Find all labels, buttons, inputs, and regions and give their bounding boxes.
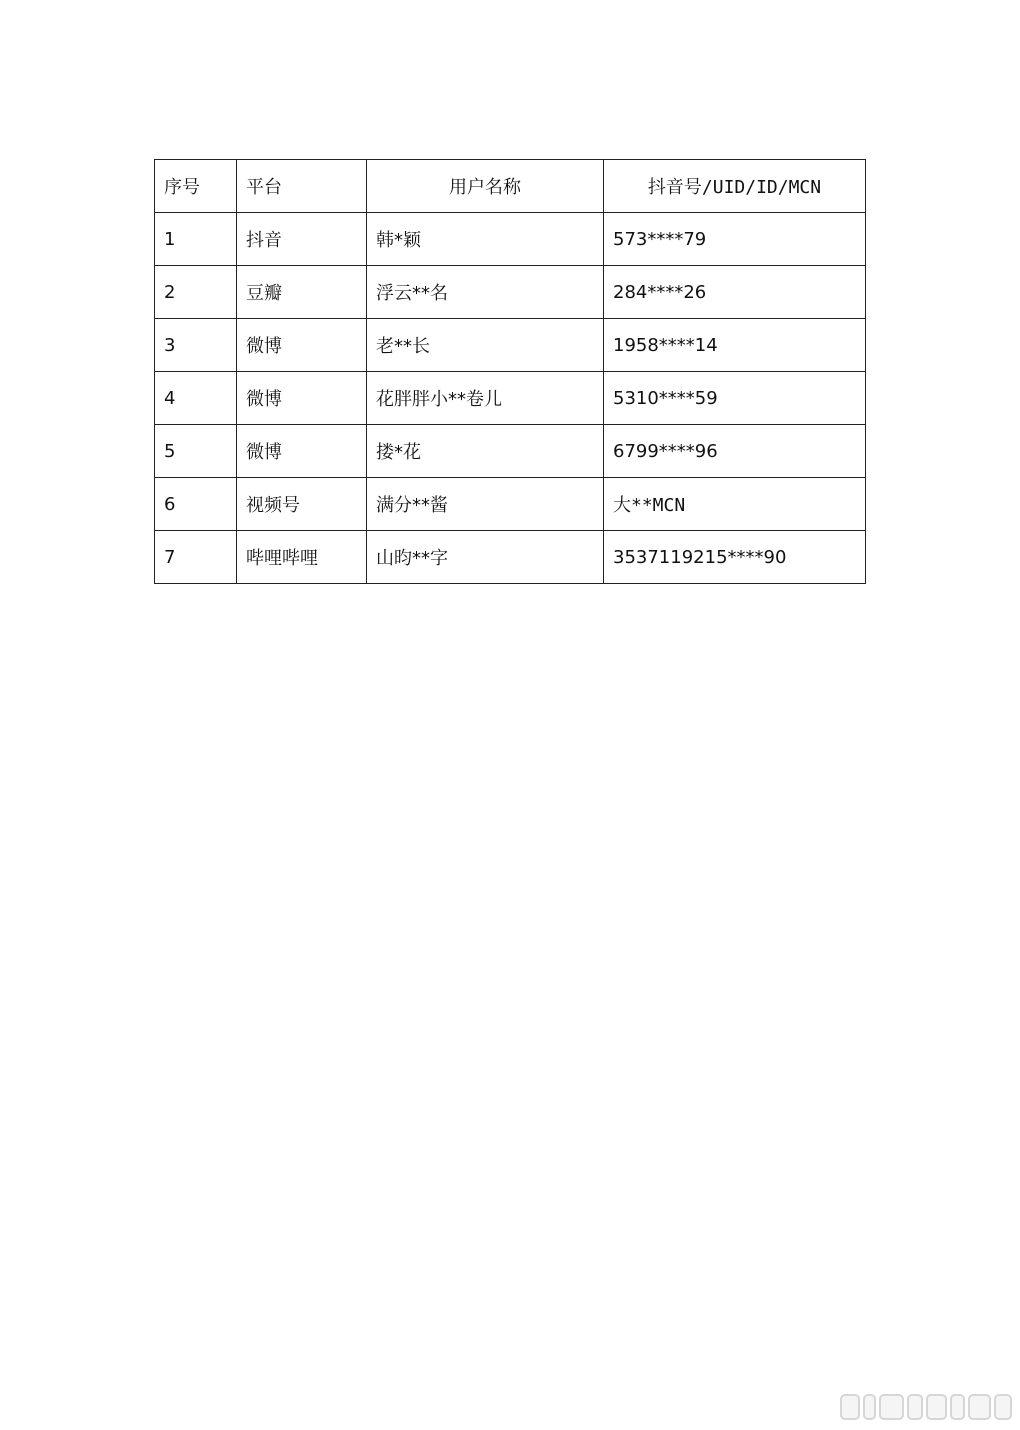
cell-account-id: 284****26 xyxy=(604,266,866,319)
cell-index: 5 xyxy=(155,425,237,478)
header-username: 用户名称 xyxy=(367,160,604,213)
cell-username: 花胖胖小**卷儿 xyxy=(367,372,604,425)
cell-platform: 微博 xyxy=(237,372,367,425)
cell-account-id: 3537119215****90 xyxy=(604,531,866,584)
table-row xyxy=(155,372,866,425)
table-row xyxy=(155,319,866,372)
cell-account-id: 5310****59 xyxy=(604,372,866,425)
table-row xyxy=(155,425,866,478)
platform-logo-watermark-icon xyxy=(840,1392,1012,1422)
header-index: 序号 xyxy=(155,160,237,213)
cell-platform: 微博 xyxy=(237,425,367,478)
cell-platform: 抖音 xyxy=(237,213,367,266)
table-row xyxy=(155,213,866,266)
cell-username: 搂*花 xyxy=(367,425,604,478)
cell-platform: 视频号 xyxy=(237,478,367,531)
cell-username: 韩*颖 xyxy=(367,213,604,266)
cell-username: 老**长 xyxy=(367,319,604,372)
cell-index: 6 xyxy=(155,478,237,531)
header-platform: 平台 xyxy=(237,160,367,213)
cell-index: 4 xyxy=(155,372,237,425)
table-row xyxy=(155,531,866,584)
cell-platform: 豆瓣 xyxy=(237,266,367,319)
account-table xyxy=(154,159,866,584)
cell-platform: 哔哩哔哩 xyxy=(237,531,367,584)
cell-index: 3 xyxy=(155,319,237,372)
cell-username: 满分**酱 xyxy=(367,478,604,531)
cell-username: 山昀**字 xyxy=(367,531,604,584)
cell-platform: 微博 xyxy=(237,319,367,372)
cell-index: 7 xyxy=(155,531,237,584)
cell-account-id: 6799****96 xyxy=(604,425,866,478)
cell-account-id: 573****79 xyxy=(604,213,866,266)
cell-account-id: 1958****14 xyxy=(604,319,866,372)
cell-index: 2 xyxy=(155,266,237,319)
table-header-row xyxy=(155,160,866,213)
table-row xyxy=(155,266,866,319)
cell-account-id: 大**MCN xyxy=(604,478,866,531)
header-account-id: 抖音号/UID/ID/MCN xyxy=(604,160,866,213)
table-row xyxy=(155,478,866,531)
cell-index: 1 xyxy=(155,213,237,266)
cell-username: 浮云**名 xyxy=(367,266,604,319)
